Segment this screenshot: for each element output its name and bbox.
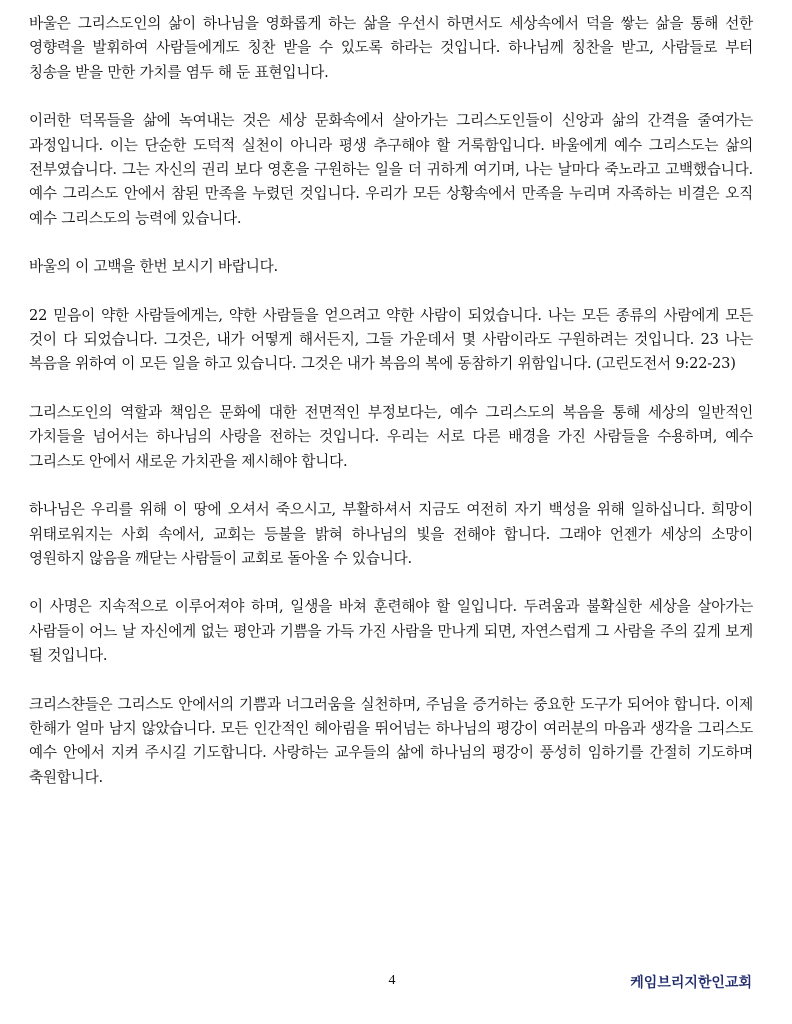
paragraph: 이 사명은 지속적으로 이루어져야 하며, 일생을 바쳐 훈련해야 할 일입니다. 두려움과 불확실한 세상을 살아가는 사람들이 어느 날 자신에게 없는 평안과 기쁨을 가득 가진 사람을 만나게 되면, 자연스럽게 그 사람을 주의 깊게 보게 될 것입니다. [29,598,753,665]
page-number: 4 [388,973,396,988]
scripture-quote-paragraph: 22 믿음이 약한 사람들에게는, 약한 사람들을 얻으려고 약한 사람이 되었습니다. 나는 모든 종류의 사람에게 모든 것이 다 되었습니다. 그것은, 내가 어떻게 해서든지, 그들 가운데서 몇 사람이라도 구원하려는 것입니다. 23 나는 복음을 위하여 이 모든 일을 하고 있습니다. 그것은 내가 복음의 복에 동참하기 위함입니다. (고린도전서 9:22-23) [29,306,753,373]
paragraph: 바울은 그리스도인의 삶이 하나님을 영화롭게 하는 삶을 우선시 하면서도 세상속에서 덕을 쌓는 삶을 통해 선한 영향력을 발휘하여 사람들에게도 칭찬 받을 수 있도록 하라는 것입니다. 하나님께 칭찬을 받고, 사람들로 부터 칭송을 받을 만한 가치를 염두 해 둔 표현입니다. [29,15,753,81]
paragraph: 그리스도인의 역할과 책임은 문화에 대한 전면적인 부정보다는, 예수 그리스도의 복음을 통해 세상의 일반적인 가치들을 넘어서는 하나님의 사랑을 전하는 것입니다. 우리는 서로 다른 배경을 가진 사람들을 수용하며, 예수 그리스도 안에서 새로운 가치관을 제시해야 합니다. [29,403,753,470]
body-text [29,12,753,814]
paragraph: 하나님은 우리를 위해 이 땅에 오셔서 죽으시고, 부활하셔서 지금도 여전히 자기 백성을 위해 일하십니다. 희망이 위태로워지는 사회 속에서, 교회는 등불을 밝혀 하나님의 빛을 전해야 합니다. 그래야 언젠가 세상의 소망이 영원하지 않음을 깨닫는 사람들이 교회로 돌아올 수 있습니다. [29,501,753,567]
church-name: 케임브리지한인교회 [630,975,752,991]
paragraph: 바울의 이 고백을 한번 보시기 바랍니다. [29,258,278,276]
paragraph: 이러한 덕목들을 삶에 녹여내는 것은 세상 문화속에서 살아가는 그리스도인들이 신앙과 삶의 간격을 줄여가는 과정입니다. 이는 단순한 도덕적 실천이 아니라 평생 추구해야 할 거룩함입니다. 바울에게 예수 그리스도는 삶의 전부였습니다. 그는 자신의 권리 보다 영혼을 구원하는 일을 더 귀하게 여기며, 나는 날마다 죽노라고 고백했습니다. 예수 그리스도 안에서 참된 만족을 누렸던 것입니다. 우리가 모든 상황속에서 만족을 누리며 자족하는 비결은 오직 예수 그리스도의 능력에 있습니다. [29,112,753,227]
paragraph: 크리스챤들은 그리스도 안에서의 기쁨과 너그러움을 실천하며, 주님을 증거하는 중요한 도구가 되어야 합니다. 이제 한해가 얼마 남지 않았습니다. 모든 인간적인 헤아림을 뛰어넘는 하나님의 평강이 여러분의 마음과 생각을 그리스도 예수 안에서 지켜 주시길 기도합니다. 사랑하는 교우들의 삶에 하나님의 평강이 풍성히 임하기를 간절히 기도하며 축원합니다. [29,695,753,786]
